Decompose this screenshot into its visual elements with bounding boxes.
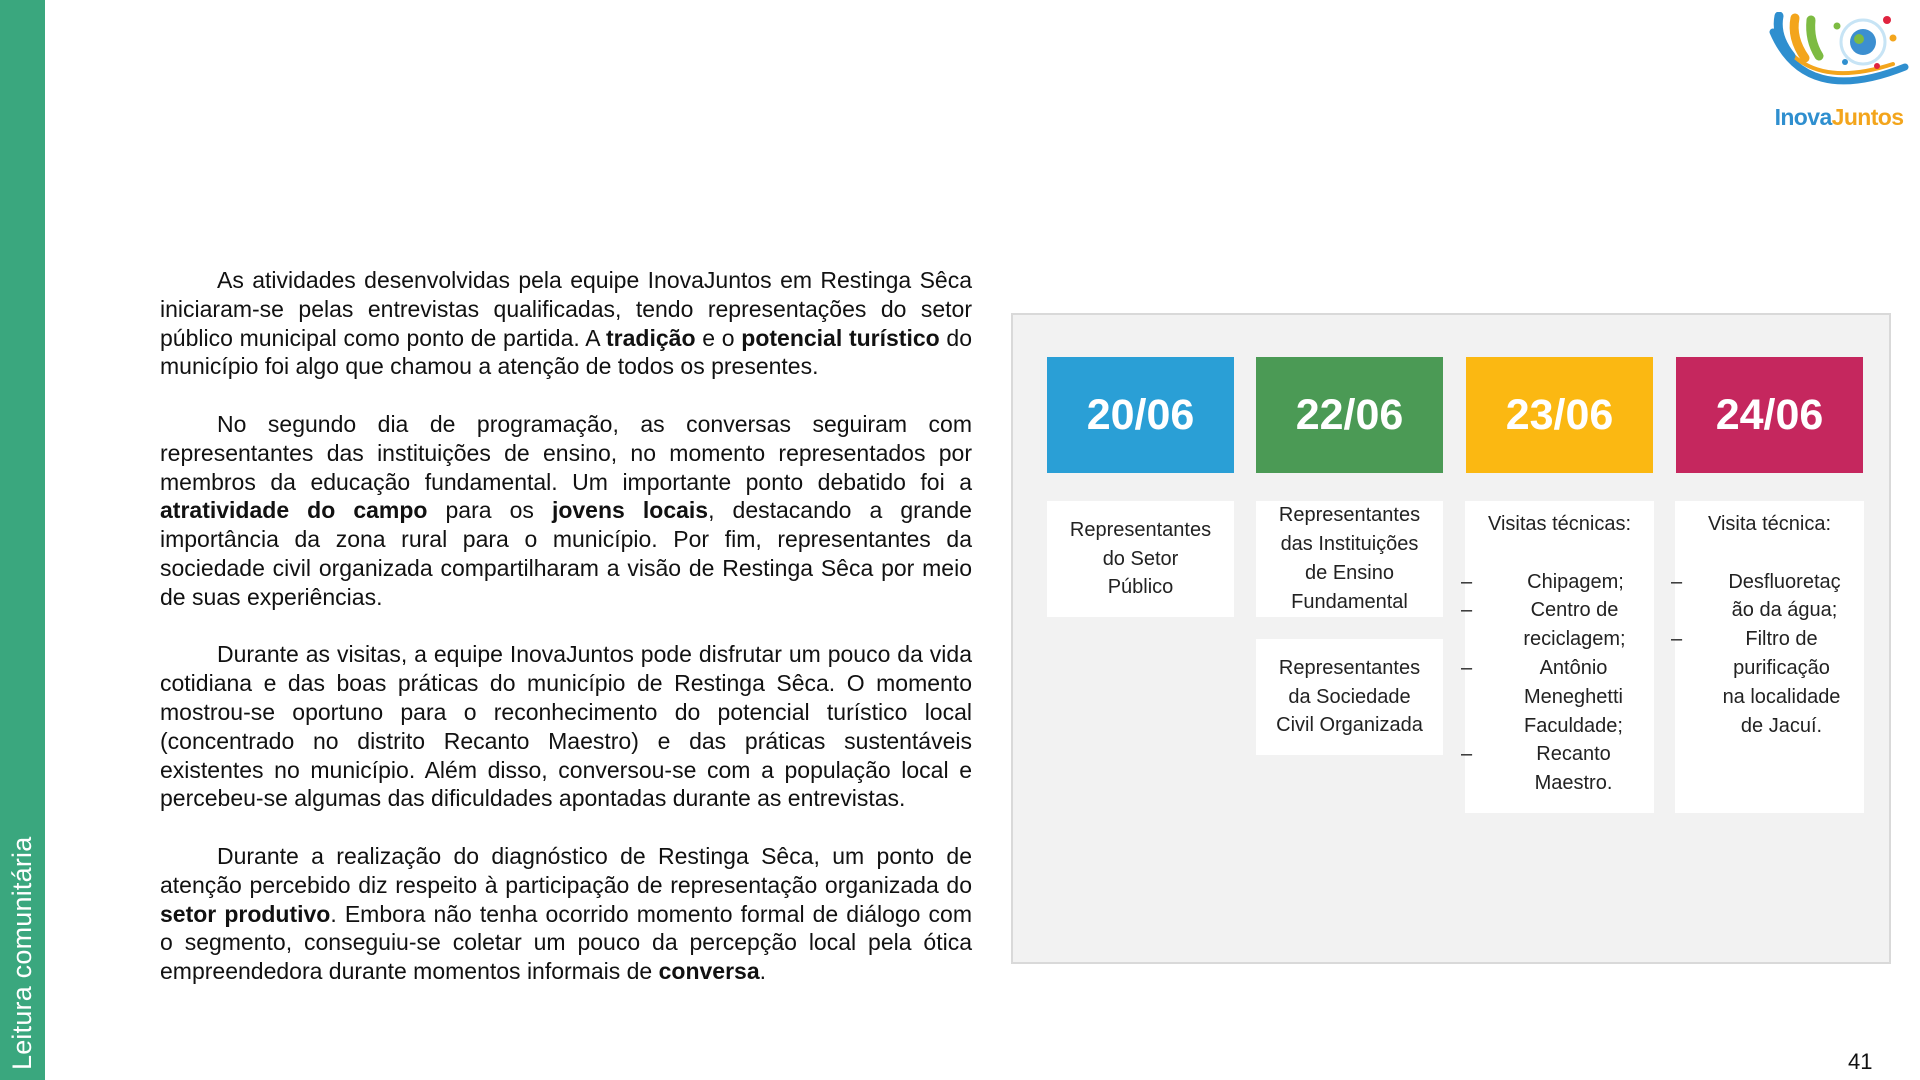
section-sidebar (0, 0, 45, 1080)
text-run: do município foi algo que chamou a atenção de todos os presentes. (160, 324, 972, 380)
date-box-2 (1256, 357, 1443, 473)
list-line: – Desfluoretaç (1728, 570, 1841, 593)
date-box-4 (1676, 357, 1863, 473)
bold-run: tradição (606, 324, 696, 351)
date-label: 20/06 (1086, 390, 1195, 439)
card-visitas-tecnicas (1465, 501, 1654, 813)
logo-word-inova: Inova (1774, 104, 1832, 130)
list-item (1465, 596, 1654, 654)
date-label: 22/06 (1295, 390, 1404, 439)
list-item (1465, 654, 1654, 740)
logo-word-juntos: Juntos (1831, 104, 1904, 130)
list-line: – Filtro de (1745, 628, 1818, 651)
list-line: – Recanto (1536, 743, 1611, 766)
card-visita-tecnica (1675, 501, 1864, 813)
bold-run: setor produtivo (160, 900, 331, 927)
date-label: 24/06 (1715, 390, 1824, 439)
card-line: das Instituições (1280, 533, 1419, 556)
list-line: ão da água; (1731, 599, 1838, 622)
card-spacer (1465, 539, 1654, 568)
date-box-3 (1466, 357, 1653, 473)
list-line: reciclagem; (1523, 628, 1626, 651)
text-run: , destacando a grande importância da zona rural para o município. Por fim, representantes da sociedade civil organizada compartilharam a visão de Restinga Sêca por meio de suas experiências. (160, 497, 972, 610)
paragraph-4 (160, 842, 972, 986)
card-line: Público (1107, 576, 1174, 599)
text-run: As atividades desenvolvidas pela equipe InovaJuntos em Restinga Sêca iniciaram-se pelas entrevistas qualificadas, tendo representações do setor público municipal como ponto de partida. A (160, 267, 972, 351)
list-item (1465, 740, 1654, 798)
card-line: Fundamental (1291, 590, 1408, 613)
card-heading: Visita técnica: (1707, 513, 1832, 535)
list-item (1465, 568, 1654, 597)
list-line: – Chipagem; (1527, 570, 1624, 593)
date-box-1 (1047, 357, 1234, 473)
text-run: e o (695, 324, 742, 351)
card-heading: Visitas técnicas: (1487, 513, 1632, 535)
card-line: de Ensino (1305, 562, 1394, 584)
bold-run: jovens locais (551, 497, 709, 524)
list-line: – Antônio (1539, 656, 1608, 679)
inovajuntos-logo (1765, 12, 1913, 137)
list-line: purificação (1733, 656, 1830, 679)
page-number: 41 (1848, 1049, 1873, 1074)
card-line: da Sociedade (1288, 685, 1411, 708)
paragraph-1 (160, 266, 972, 381)
list-item (1675, 568, 1864, 626)
text-run: No segundo dia de programação, as conversas seguiram com representantes das instituições de ensino, no momento representados por membros da educação fundamental. Um importante ponto debatido foi a (160, 410, 972, 495)
bold-run: potencial turístico (741, 324, 940, 351)
card-line: Civil Organizada (1276, 714, 1423, 737)
paragraph-2 (160, 410, 972, 612)
card-line: Representantes (1278, 504, 1421, 527)
text-run: para os (427, 497, 552, 524)
text-run: . Embora não tenha ocorrido momento formal de diálogo com o segmento, conseguiu-se coletar um pouco da percepção local pela ótica empreendedora durante momentos informais de (160, 900, 972, 985)
logo-wordmark (1765, 104, 1913, 131)
text-run: Durante a realização do diagnóstico de Restinga Sêca, um ponto de atenção percebido diz respeito à participação de representação organizada do (160, 842, 972, 898)
bold-run: atratividade do campo (160, 497, 428, 524)
list-item (1675, 625, 1864, 740)
card-line: do Setor (1102, 547, 1179, 570)
card-line: Representantes (1069, 518, 1212, 541)
logo-emblem-icon (1765, 12, 1913, 107)
section-label: Leitura comunitária (7, 836, 37, 1070)
bold-run: conversa (658, 958, 760, 985)
card-setor-publico (1047, 501, 1234, 617)
list-line: Meneghetti (1524, 685, 1623, 708)
list-line: Maestro. (1534, 772, 1613, 795)
body-text (160, 266, 972, 986)
text-run: . (759, 958, 767, 985)
list-line: – Centro de (1530, 599, 1619, 622)
card-line: Representantes (1278, 656, 1421, 679)
visit-list (1675, 568, 1864, 741)
card-instituicoes-ensino (1256, 501, 1443, 617)
card-sociedade-civil (1256, 639, 1443, 755)
visit-list (1465, 568, 1654, 798)
list-line: de Jacuí. (1740, 714, 1823, 737)
list-line: na localidade (1722, 685, 1841, 708)
paragraph-3 (160, 640, 972, 813)
date-label: 23/06 (1505, 390, 1614, 439)
card-spacer (1675, 539, 1864, 568)
list-line: Faculdade; (1524, 714, 1623, 737)
text-run: Durante as visitas, a equipe InovaJuntos pode disfrutar um pouco da vida cotidiana e das boas práticas do município de Restinga Sêca. O momento mostrou-se oportuno para o reconhecimento do potencial turístico local (concentrado no distrito Recanto Maestro) e das práticas sustentáveis existentes no município. Além disso, conversou-se com a população local e percebeu-se algumas das dificuldades apontadas durante as entrevistas. (160, 641, 972, 812)
